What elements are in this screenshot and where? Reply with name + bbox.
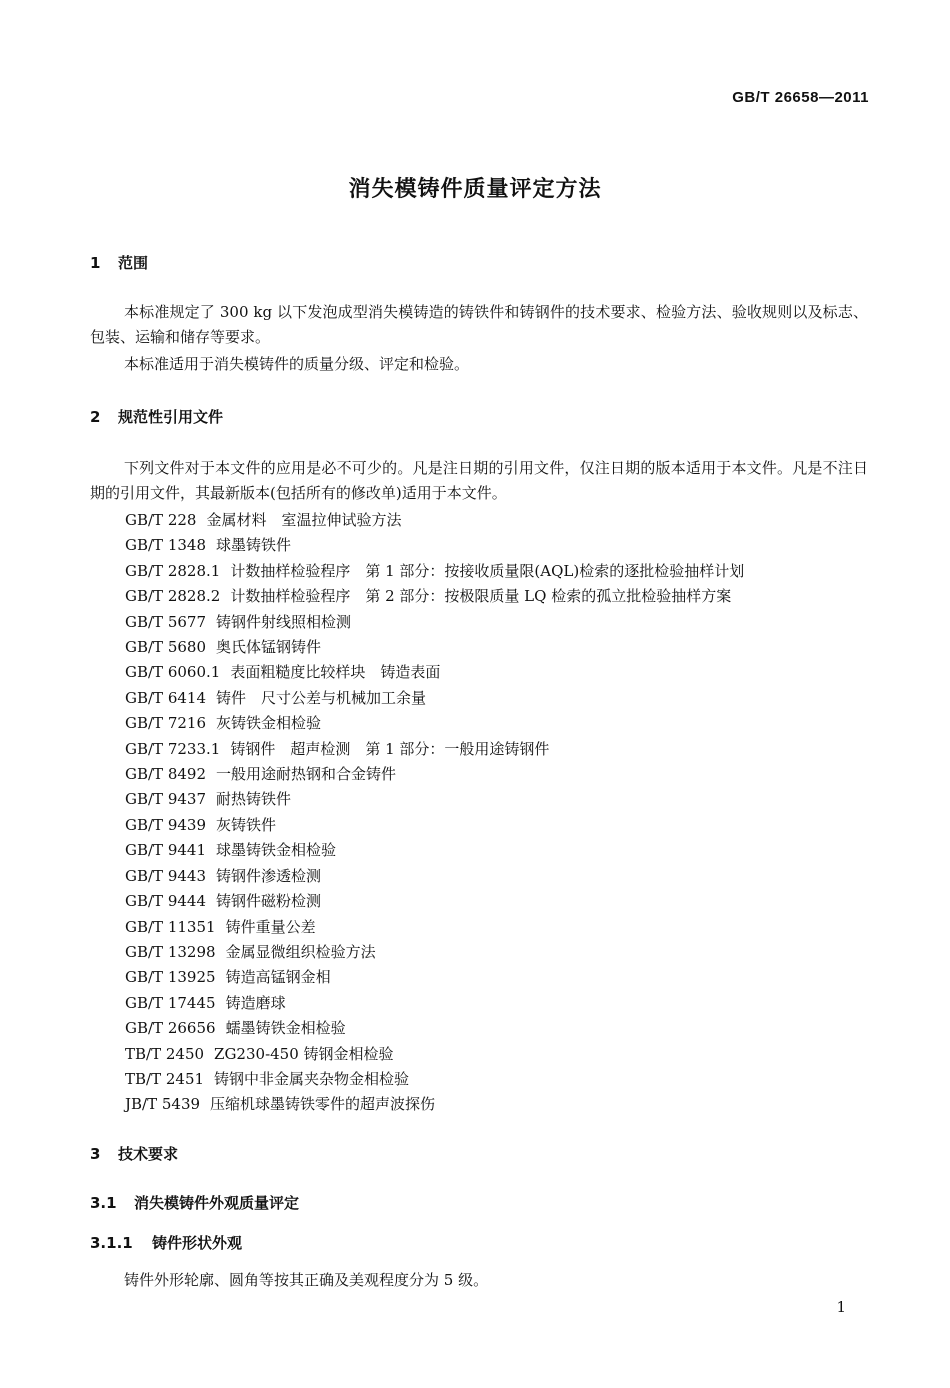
reference-item (125, 1067, 744, 1092)
reference-title: 球墨铸铁金相检验 (216, 841, 337, 860)
reference-item (125, 787, 744, 812)
reference-title: 铸钢件渗透检测 (216, 866, 322, 885)
page-number: 1 (836, 1298, 846, 1316)
reference-code: GB/T 7233.1 (125, 739, 221, 758)
reference-item (125, 610, 744, 635)
reference-item (125, 559, 744, 584)
reference-title: 计数抽样检验程序 第 2 部分：按极限质量 LQ 检索的孤立批检验抽样方案 (230, 587, 732, 606)
reference-title: 奥氏体锰钢铸件 (216, 638, 322, 657)
reference-item (125, 533, 744, 558)
reference-code: GB/T 7216 (125, 714, 207, 733)
reference-item (125, 762, 744, 787)
section-title: 范围 (118, 254, 149, 272)
reference-code: GB/T 8492 (125, 765, 207, 784)
reference-title: 计数抽样检验程序 第 1 部分：按接收质量限(AQL)检索的逐批检验抽样计划 (230, 561, 745, 580)
reference-item (125, 915, 744, 940)
section-number: 3.1 (90, 1194, 117, 1212)
paragraph: 本标准规定了 300 kg 以下发泡成型消失模铸造的铸铁件和铸钢件的技术要求、检验方法、验收规则以及标志、包装、运输和储存等要求。 (90, 303, 868, 346)
reference-title: 压缩机球墨铸铁零件的超声波探伤 (210, 1095, 436, 1114)
reference-item (125, 1092, 744, 1117)
reference-title: 铸件重量公差 (225, 917, 316, 936)
reference-code: GB/T 9439 (125, 815, 207, 834)
reference-code: TB/T 2450 (125, 1044, 205, 1063)
reference-item (125, 737, 744, 762)
reference-item (125, 635, 744, 660)
section-2-heading (90, 406, 223, 427)
section-3-heading (90, 1143, 178, 1164)
reference-title: 耐热铸铁件 (216, 790, 292, 809)
reference-code: GB/T 13925 (125, 968, 216, 987)
reference-item (125, 889, 744, 914)
reference-title: 铸造高锰钢金相 (225, 968, 331, 987)
section-title: 铸件形状外观 (152, 1234, 243, 1252)
reference-title: 铸件 尺寸公差与机械加工余量 (216, 688, 427, 707)
document-title: 消失模铸件质量评定方法 (348, 177, 602, 202)
section-3-1-heading (90, 1192, 299, 1213)
reference-title: 灰铸铁件 (216, 815, 277, 834)
section-3-1-1-heading (90, 1232, 242, 1253)
reference-title: 铸钢件 超声检测 第 1 部分：一般用途铸钢件 (230, 739, 550, 758)
reference-code: GB/T 9441 (125, 841, 207, 860)
reference-code: GB/T 1348 (125, 536, 207, 555)
section-number: 3.1.1 (90, 1234, 133, 1252)
reference-code: JB/T 5439 (125, 1095, 201, 1114)
reference-title: ZG230-450 铸钢金相检验 (214, 1044, 394, 1063)
paragraph: 下列文件对于本文件的应用是必不可少的。凡是注日期的引用文件，仅注日期的版本适用于本文件。凡是不注日期的引用文件，其最新版本(包括所有的修改单)适用于本文件。 (90, 459, 868, 502)
section-number: 2 (90, 408, 101, 426)
section-title: 规范性引用文件 (118, 408, 224, 426)
reference-title: 铸造磨球 (225, 993, 286, 1012)
reference-title: 铸钢中非金属夹杂物金相检验 (214, 1069, 410, 1088)
reference-title: 金属显微组织检验方法 (225, 942, 376, 961)
standard-number: GB/T 26658—2011 (732, 89, 869, 106)
reference-code: GB/T 2828.1 (125, 561, 221, 580)
reference-title: 灰铸铁金相检验 (216, 714, 322, 733)
reference-item (125, 813, 744, 838)
reference-item (125, 864, 744, 889)
section-title: 消失模铸件外观质量评定 (134, 1194, 300, 1212)
reference-item (125, 508, 744, 533)
section-number: 1 (90, 254, 101, 272)
reference-item (125, 965, 744, 990)
reference-code: GB/T 9444 (125, 892, 207, 911)
reference-title: 铸钢件射线照相检测 (216, 612, 352, 631)
reference-title: 表面粗糙度比较样块 铸造表面 (230, 663, 441, 682)
reference-code: GB/T 5677 (125, 612, 207, 631)
reference-item (125, 991, 744, 1016)
reference-code: GB/T 13298 (125, 942, 216, 961)
reference-code: GB/T 6060.1 (125, 663, 221, 682)
reference-item (125, 686, 744, 711)
reference-code: GB/T 17445 (125, 993, 216, 1012)
reference-title: 金属材料 室温拉伸试验方法 (206, 511, 402, 529)
reference-item (125, 711, 744, 736)
section-1-heading (90, 252, 148, 273)
reference-item (125, 1016, 744, 1041)
reference-item (125, 1042, 744, 1067)
reference-code: TB/T 2451 (125, 1069, 205, 1088)
reference-title: 铸钢件磁粉检测 (216, 892, 322, 911)
reference-code: GB/T 11351 (125, 917, 216, 936)
reference-title: 蠕墨铸铁金相检验 (225, 1019, 346, 1038)
section-number: 3 (90, 1145, 101, 1163)
reference-item (125, 660, 744, 685)
reference-list (125, 508, 744, 1118)
reference-code: GB/T 228 (125, 511, 197, 529)
reference-code: GB/T 26656 (125, 1019, 216, 1038)
reference-code: GB/T 2828.2 (125, 587, 221, 606)
section-title: 技术要求 (118, 1145, 179, 1163)
paragraph: 铸件外形轮廓、圆角等按其正确及美观程度分为 5 级。 (124, 1271, 489, 1289)
reference-code: GB/T 9443 (125, 866, 207, 885)
paragraph: 本标准适用于消失模铸件的质量分级、评定和检验。 (124, 355, 470, 373)
reference-code: GB/T 6414 (125, 688, 207, 707)
reference-item (125, 940, 744, 965)
reference-item (125, 838, 744, 863)
reference-item (125, 584, 744, 609)
reference-title: 一般用途耐热钢和合金铸件 (216, 765, 397, 784)
reference-title: 球墨铸铁件 (216, 536, 292, 555)
reference-code: GB/T 9437 (125, 790, 207, 809)
reference-code: GB/T 5680 (125, 638, 207, 657)
